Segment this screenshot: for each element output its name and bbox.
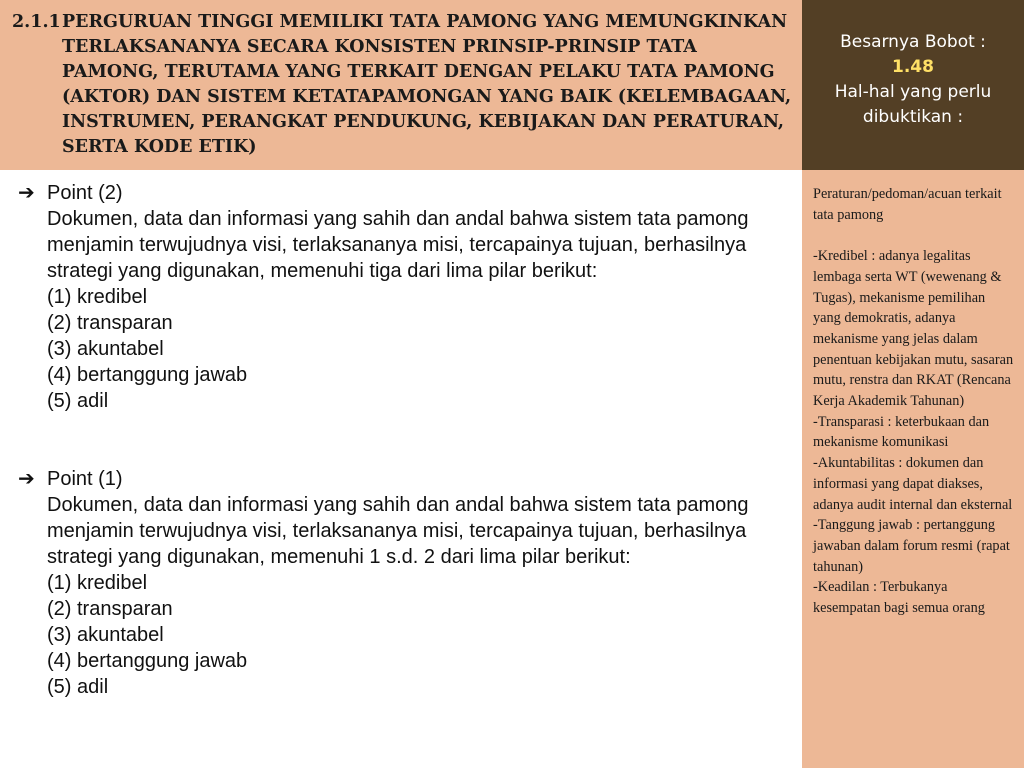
evidence-item-keadilan: -Keadilan : Terbukanya kesempatan bagi semua orang xyxy=(813,579,985,617)
evidence-sidebar xyxy=(802,170,1024,768)
header-title-panel xyxy=(0,0,802,170)
pillar-item: (3) akuntabel xyxy=(47,338,164,360)
weight-panel xyxy=(802,0,1024,170)
weight-label: Besarnya Bobot : xyxy=(840,32,986,52)
pillar-item: (5) adil xyxy=(47,676,109,698)
pillar-item: (1) kredibel xyxy=(47,286,148,308)
criterion-number: 2.1.1 xyxy=(12,12,61,32)
pillar-item: (2) transparan xyxy=(47,312,173,334)
evidence-item-kredibel: -Kredibel : adanya legalitas lembaga serta WT (wewenang & Tugas), mekanisme pemilihan yang demokratis, adanya mekanisme yang jelas dalam penentuan kebijakan mutu, sasaran mutu, renstra dan RKAT (Rencana Kerja Akademik Tahunan) xyxy=(813,248,1014,410)
point-title: Point (1) xyxy=(47,468,123,490)
pillar-item: (4) bertanggung jawab xyxy=(47,364,248,386)
evidence-item-transparasi: -Transparasi : keterbukaan dan mekanisme komunikasi xyxy=(813,413,990,451)
point-1 xyxy=(18,466,788,700)
evidence-intro: Peraturan/pedoman/acuan terkait tata pamong xyxy=(813,186,1002,223)
pillar-item: (3) akuntabel xyxy=(47,624,164,646)
arrow-right-icon: ➔ xyxy=(18,468,35,490)
pillar-item: (4) bertanggung jawab xyxy=(47,650,248,672)
evidence-item-tanggung-jawab: -Tanggung jawab : pertanggung jawaban dalam forum resmi (rapat tahunan) xyxy=(813,517,1010,575)
criterion-title: PERGURUAN TINGGI MEMILIKI TATA PAMONG YANG MEMUNGKINKAN TERLAKSANANYA SECARA KONSISTEN PRINSIP-PRINSIP TATA PAMONG, TERUTAMA YANG TERKAIT DENGAN PELAKU TATA PAMONG (AKTOR) DAN SISTEM KETATAPAMONGAN YANG BAIK (KELEMBAGAAN, INSTRUMEN, PERANGKAT PENDUKUNG, KEBIJAKAN DAN PERATURAN, SERTA KODE ETIK) xyxy=(62,12,792,157)
pillar-item: (5) adil xyxy=(47,390,109,412)
point-description: Dokumen, data dan informasi yang sahih dan andal bahwa sistem tata pamong menjamin terwujudnya visi, terlaksananya misi, tercapainya tujuan, berhasilnya strategi yang digunakan, memenuhi 1 s.d. 2 dari lima pilar berikut: xyxy=(47,494,749,568)
points-content xyxy=(0,170,802,768)
arrow-right-icon: ➔ xyxy=(18,182,35,204)
point-2 xyxy=(18,180,788,414)
evidence-label: Hal-hal yang perlu dibuktikan : xyxy=(834,82,992,127)
pillar-item: (1) kredibel xyxy=(47,572,148,594)
point-title: Point (2) xyxy=(47,182,123,204)
point-description: Dokumen, data dan informasi yang sahih dan andal bahwa sistem tata pamong menjamin terwujudnya visi, terlaksananya misi, tercapainya tujuan, berhasilnya strategi yang digunakan, memenuhi tiga dari lima pilar berikut: xyxy=(47,208,749,282)
weight-value: 1.48 xyxy=(892,57,934,77)
evidence-item-akuntabilitas: -Akuntabilitas : dokumen dan informasi yang dapat diakses, adanya audit internal dan eksternal xyxy=(813,455,1013,513)
pillar-item: (2) transparan xyxy=(47,598,173,620)
